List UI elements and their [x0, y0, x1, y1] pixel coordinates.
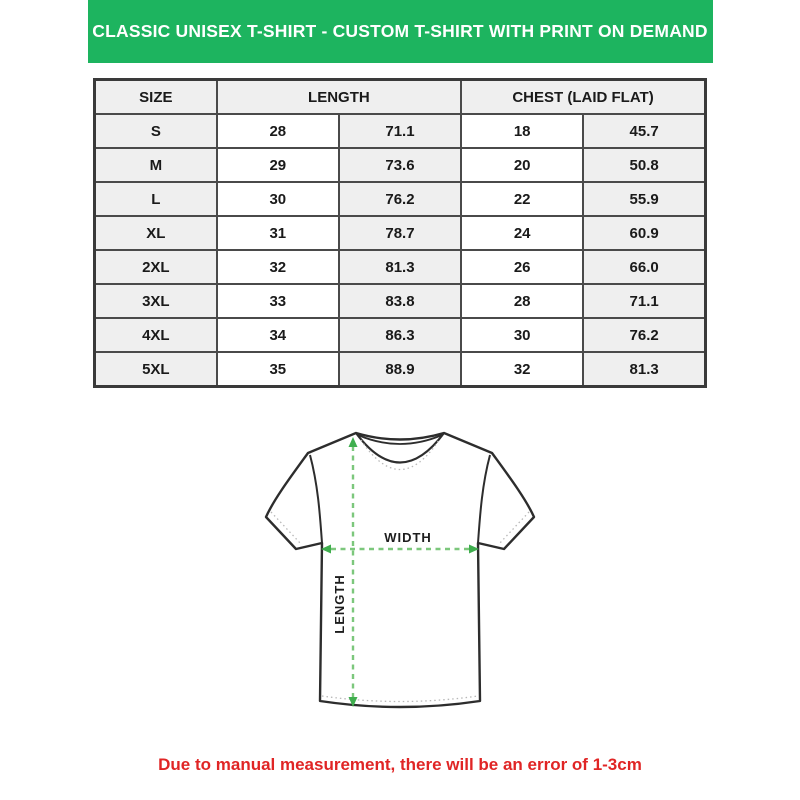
col-header-length: LENGTH: [217, 80, 461, 115]
table-row: [95, 114, 706, 148]
length-label: LENGTH: [332, 574, 347, 634]
size-cell: 4XL: [95, 318, 217, 352]
chest-cm-cell: 66.0: [583, 250, 705, 284]
chest-in-cell: 18: [461, 114, 583, 148]
size-cell: S: [95, 114, 217, 148]
table-row: [95, 250, 706, 284]
size-cell: M: [95, 148, 217, 182]
chest-in-cell: 28: [461, 284, 583, 318]
length-in-cell: 28: [217, 114, 339, 148]
chest-cm-cell: 76.2: [583, 318, 705, 352]
length-cm-cell: 76.2: [339, 182, 461, 216]
col-header-size: SIZE: [95, 80, 217, 115]
chest-cm-cell: 55.9: [583, 182, 705, 216]
chest-cm-cell: 81.3: [583, 352, 705, 387]
chest-cm-cell: 71.1: [583, 284, 705, 318]
length-in-cell: 30: [217, 182, 339, 216]
length-cm-cell: 78.7: [339, 216, 461, 250]
length-in-cell: 35: [217, 352, 339, 387]
chest-cm-cell: 60.9: [583, 216, 705, 250]
chest-in-cell: 24: [461, 216, 583, 250]
size-cell: XL: [95, 216, 217, 250]
length-cm-cell: 71.1: [339, 114, 461, 148]
size-cell: L: [95, 182, 217, 216]
length-cm-cell: 83.8: [339, 284, 461, 318]
size-chart-table: [93, 78, 707, 388]
length-cm-cell: 86.3: [339, 318, 461, 352]
table-row: [95, 318, 706, 352]
table-row: [95, 216, 706, 250]
table-row: [95, 148, 706, 182]
table-row: [95, 284, 706, 318]
tshirt-body-outline: [266, 433, 534, 707]
length-in-cell: 33: [217, 284, 339, 318]
chest-cm-cell: 50.8: [583, 148, 705, 182]
length-in-cell: 34: [217, 318, 339, 352]
chest-in-cell: 30: [461, 318, 583, 352]
tshirt-measurement-diagram: [260, 425, 540, 715]
measurement-disclaimer: Due to manual measurement, there will be an error of 1-3cm: [158, 755, 642, 774]
length-in-cell: 29: [217, 148, 339, 182]
size-cell: 2XL: [95, 250, 217, 284]
size-cell: 5XL: [95, 352, 217, 387]
length-cm-cell: 81.3: [339, 250, 461, 284]
length-cm-cell: 73.6: [339, 148, 461, 182]
width-label: WIDTH: [384, 530, 432, 545]
table-header-row: [95, 80, 706, 115]
title-banner: [88, 0, 713, 63]
size-cell: 3XL: [95, 284, 217, 318]
col-header-chest: CHEST (LAID FLAT): [461, 80, 705, 115]
chest-in-cell: 22: [461, 182, 583, 216]
chest-in-cell: 32: [461, 352, 583, 387]
length-in-cell: 32: [217, 250, 339, 284]
chest-in-cell: 20: [461, 148, 583, 182]
length-in-cell: 31: [217, 216, 339, 250]
tshirt-outline-drawing: [260, 425, 540, 715]
table-row: [95, 182, 706, 216]
chest-cm-cell: 45.7: [583, 114, 705, 148]
length-cm-cell: 88.9: [339, 352, 461, 387]
table-row: [95, 352, 706, 387]
page-title: CLASSIC UNISEX T-SHIRT - CUSTOM T-SHIRT WITH PRINT ON DEMAND: [92, 21, 708, 41]
chest-in-cell: 26: [461, 250, 583, 284]
